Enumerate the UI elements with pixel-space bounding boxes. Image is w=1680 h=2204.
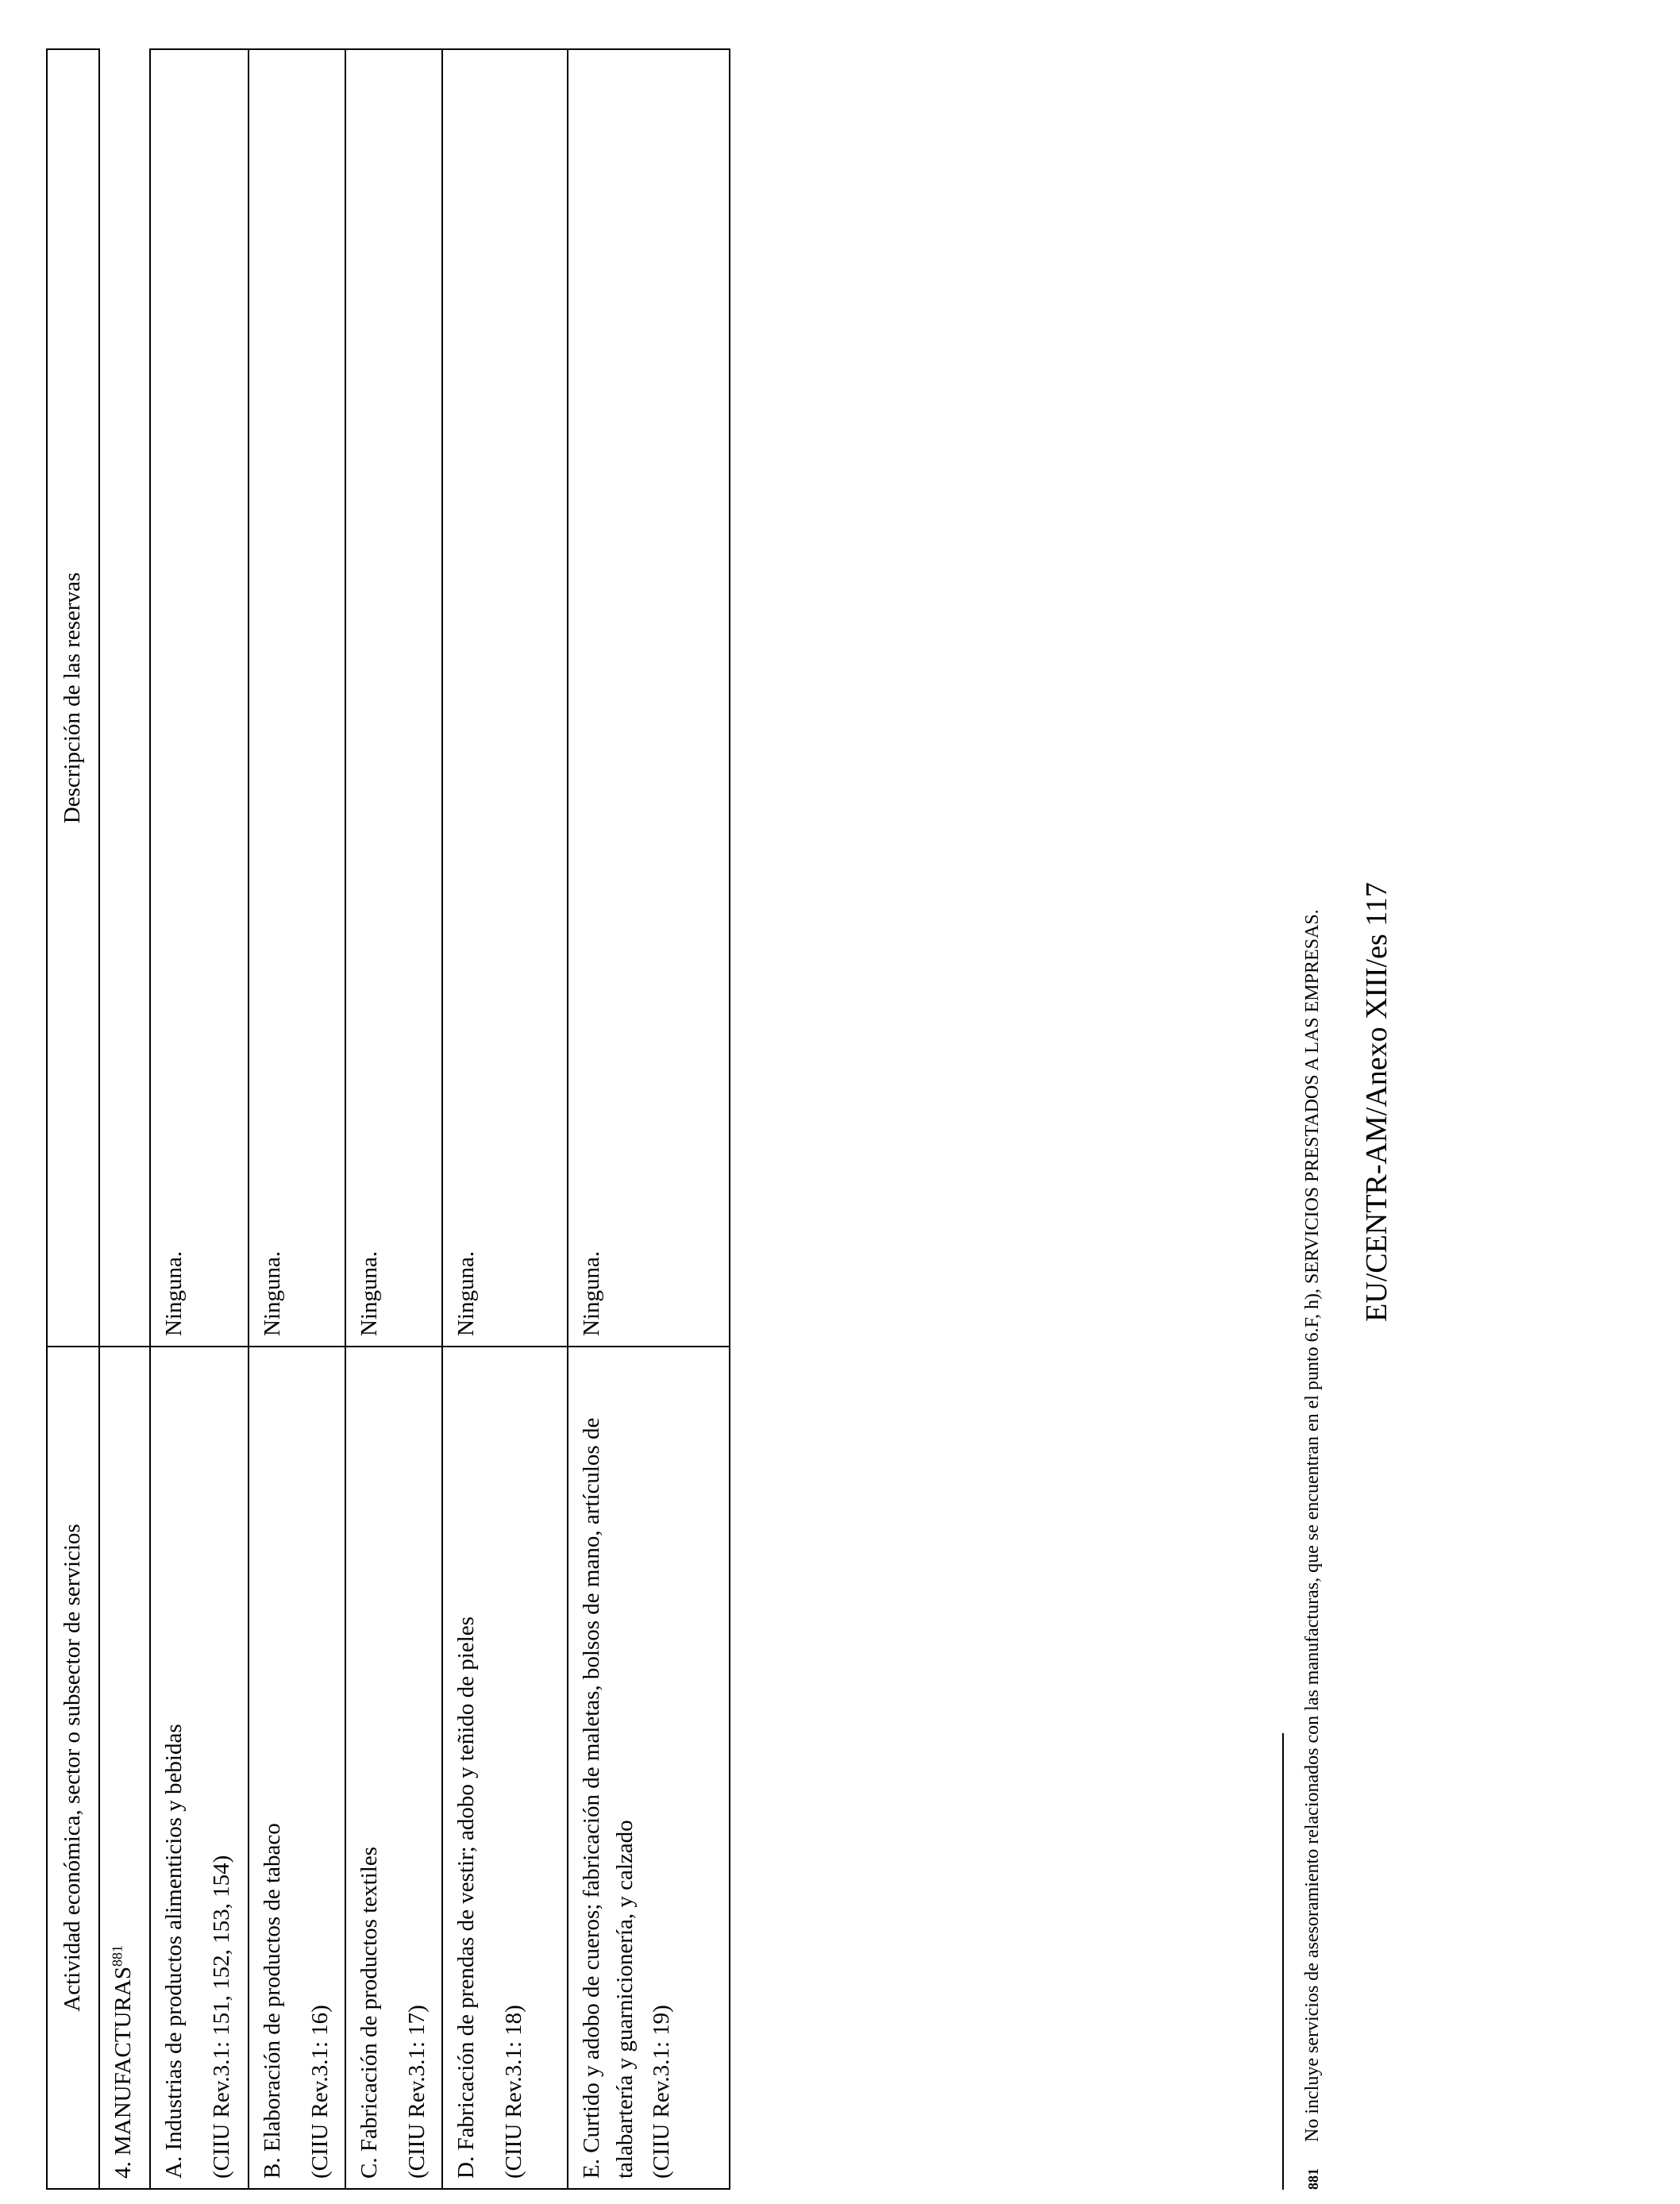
reservation-cell: Ninguna. — [249, 49, 345, 1347]
table-row — [150, 49, 249, 2189]
activity-cell — [150, 1347, 249, 2189]
activity-cell — [442, 1347, 568, 2189]
reservations-table — [46, 48, 730, 2190]
header-activity: Actividad económica, sector o subsector de servicios — [47, 1347, 99, 2189]
section-title: 4. MANUFACTURAS — [110, 1967, 137, 2179]
table-row — [442, 49, 568, 2189]
section-row — [99, 49, 150, 2189]
table-row — [568, 49, 730, 2189]
activity-code: (CIIU Rev.3.1: 18) — [501, 2005, 527, 2179]
table-row — [345, 49, 442, 2189]
activity-name: D. Fabricación de prendas de vestir; adobo y teñido de pieles — [453, 1616, 480, 2179]
section-title-cell — [99, 1347, 150, 2189]
footnote-divider — [1282, 1733, 1284, 2190]
section-empty-cell — [99, 49, 150, 1347]
reservation-cell: Ninguna. — [442, 49, 568, 1347]
table-row — [249, 49, 345, 2189]
activity-code: (CIIU Rev.3.1: 17) — [404, 2005, 430, 2179]
footnote-number: 881 — [1305, 2168, 1321, 2190]
activity-cell — [568, 1347, 730, 2189]
table-header-row — [47, 49, 99, 2189]
activity-name: A. Industrias de productos alimenticios y bebidas — [161, 1724, 187, 2179]
reservation-cell: Ninguna. — [150, 49, 249, 1347]
reservation-cell: Ninguna. — [345, 49, 442, 1347]
footnote-text: No incluye servicios de asesoramiento relacionados con las manufacturas, que se encuentran en el punto 6.F, h), SERVICIOS PRESTADOS A LAS EMPRESAS. — [1302, 909, 1323, 2142]
footnote-ref: 881 — [109, 1945, 125, 1967]
reservation-cell: Ninguna. — [568, 49, 730, 1347]
activity-code: (CIIU Rev.3.1: 16) — [307, 2005, 333, 2179]
activity-cell — [249, 1347, 345, 2189]
activity-code: (CIIU Rev.3.1: 19) — [649, 2005, 675, 2179]
activity-cell — [345, 1347, 442, 2189]
activity-name: C. Fabricación de productos textiles — [356, 1847, 383, 2179]
page-footer: EU/CENTR-AM/Anexo XIII/es 117 — [1360, 882, 1393, 1322]
activity-name: E. Curtido y adobo de cueros; fabricación de maletas, bolsos de mano, artículos de talabartería y guarnicionería, y calzado — [579, 1417, 638, 2179]
footnote — [1300, 62, 1325, 2190]
activity-name: B. Elaboración de productos de tabaco — [260, 1823, 286, 2179]
activity-code: (CIIU Rev.3.1: 151, 152, 153, 154) — [209, 1855, 235, 2179]
header-description: Descripción de las reservas — [47, 49, 99, 1347]
